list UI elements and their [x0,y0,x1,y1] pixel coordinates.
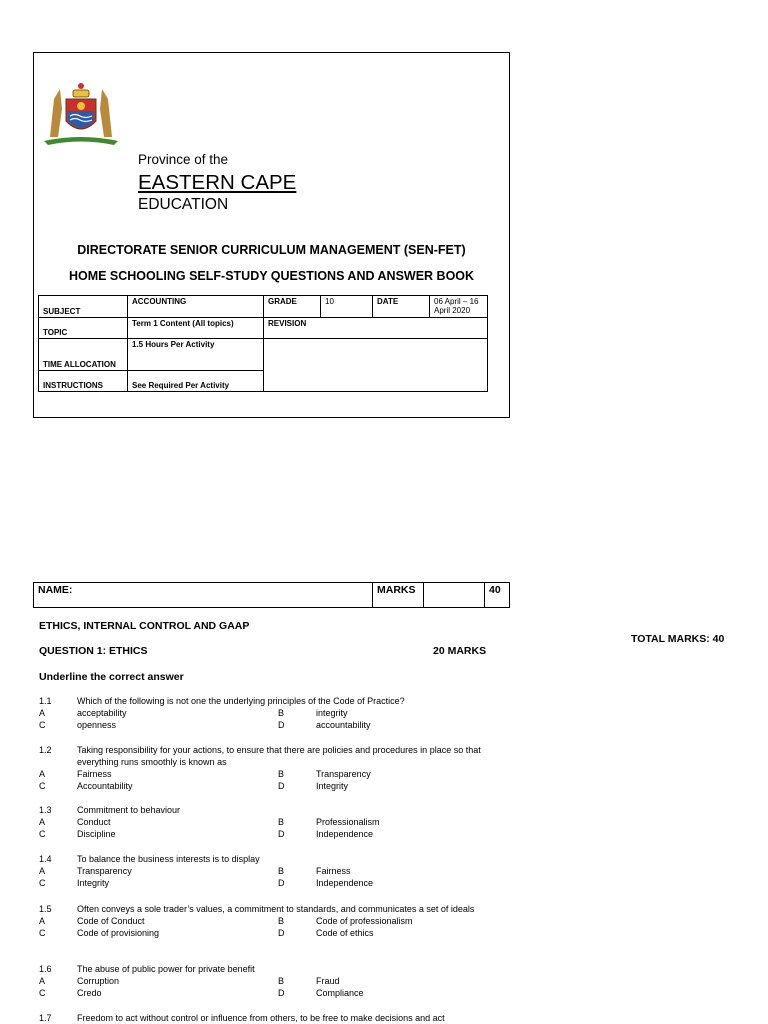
question-item [39,853,509,889]
option-letter: A [39,769,46,779]
option-c: Credo [77,988,102,998]
option-letter: C [39,829,46,839]
info-table [38,295,488,392]
option-letter: B [278,769,285,779]
option-c: Accountability [77,781,133,791]
option-b: Professionalism [316,817,380,827]
date-label: DATE [373,296,430,318]
book-title: HOME SCHOOLING SELF-STUDY QUESTIONS AND ANSWER BOOK [68,269,475,283]
option-letter: D [278,829,285,839]
option-letter: D [278,878,285,888]
marks-total: 40 [485,583,510,608]
question-text: The abuse of public power for private benefit [77,964,255,974]
question-text: Often conveys a sole trader’s values, a commitment to standards, and communicates a set of ideals [77,904,475,914]
time-label: TIME ALLOCATION [39,339,128,371]
question-number: 1.7 [39,1013,52,1023]
question-number: 1.5 [39,904,52,914]
subject-label: SUBJECT [39,296,128,318]
option-letter: C [39,988,46,998]
option-a: Corruption [77,976,120,986]
question-text: Freedom to act without control or influence from others, to be free to make decisions and act [77,1013,445,1023]
option-letter: A [39,708,46,718]
option-letter: C [39,878,46,888]
option-d: Integrity [316,781,349,791]
grade-value: 10 [321,296,373,318]
option-letter: A [39,866,46,876]
question-text: Which of the following is not one the underlying principles of the Code of Practice? [77,696,405,706]
option-letter: D [278,988,285,998]
option-letter: D [278,720,285,730]
question-item [39,804,509,840]
option-letter: B [278,866,285,876]
option-letter: D [278,928,285,938]
question-item [39,963,509,999]
option-letter: A [39,817,46,827]
option-a: Transparency [77,866,132,876]
instructions-label: INSTRUCTIONS [39,371,128,392]
coat-of-arms-emblem [40,79,122,149]
question-heading: QUESTION 1: ETHICS [39,645,148,657]
question-number: 1.1 [39,696,52,706]
option-a: Fairness [77,769,112,779]
marks-obtained [424,583,485,608]
option-b: integrity [316,708,348,718]
option-b: Fraud [316,976,340,986]
question-number: 1.3 [39,805,52,815]
time-value: 1.5 Hours Per Activity [128,339,264,371]
date-value: 06 April – 16 April 2020 [430,296,488,318]
province-label: Province of the [138,152,229,167]
option-letter: C [39,720,46,730]
topic-value: Term 1 Content (All topics) [128,318,264,339]
option-letter: B [278,976,285,986]
topic-type: REVISION [264,318,488,339]
instructions-value: See Required Per Activity [128,371,264,392]
question-text: To balance the business interests is to display [77,854,260,864]
blank-cell [264,339,488,392]
name-marks-table [33,582,510,608]
option-letter: B [278,916,285,926]
option-letter: C [39,928,46,938]
option-c: openness [77,720,117,730]
question-number: 1.4 [39,854,52,864]
option-a: Conduct [77,817,111,827]
option-letter: A [39,976,46,986]
question-text: Commitment to behaviour [77,805,181,815]
option-b: Code of professionalism [316,916,413,926]
grade-label: GRADE [264,296,321,318]
question-number: 1.6 [39,964,52,974]
question-item [39,744,509,792]
option-c: Integrity [77,878,110,888]
option-c: Discipline [77,829,116,839]
option-a: acceptability [77,708,127,718]
option-letter: A [39,916,46,926]
option-d: Code of ethics [316,928,374,938]
option-d: accountability [316,720,371,730]
topic-label: TOPIC [39,318,128,339]
option-letter: C [39,781,46,791]
option-c: Code of provisioning [77,928,160,938]
question-text: Taking responsibility for your actions, to ensure that there are policies and procedures in place so that everything runs smoothly is known as [77,745,481,767]
option-letter: B [278,817,285,827]
question-marks: 20 MARKS [433,645,487,657]
option-d: Independence [316,878,374,888]
total-marks: TOTAL MARKS: 40 [631,633,725,645]
department-name: EDUCATION [138,196,229,213]
instruction: Underline the correct answer [39,671,184,683]
question-item [39,695,509,731]
marks-label: MARKS [373,583,424,608]
question-item [39,903,509,939]
option-letter: B [278,708,285,718]
question-number: 1.2 [39,745,52,755]
option-d: Compliance [316,988,364,998]
cover-page [33,52,510,418]
option-letter: D [278,781,285,791]
region-name: EASTERN CAPE [138,171,297,194]
option-d: Independence [316,829,374,839]
section-title: ETHICS, INTERNAL CONTROL AND GAAP [39,620,250,632]
directorate-title: DIRECTORATE SENIOR CURRICULUM MANAGEMENT (SEN-FET) [77,243,466,257]
option-a: Code of Conduct [77,916,145,926]
option-b: Transparency [316,769,371,779]
subject-value: ACCOUNTING [128,296,264,318]
name-label: NAME: [34,583,373,608]
question-item [39,1012,509,1024]
option-b: Fairness [316,866,351,876]
